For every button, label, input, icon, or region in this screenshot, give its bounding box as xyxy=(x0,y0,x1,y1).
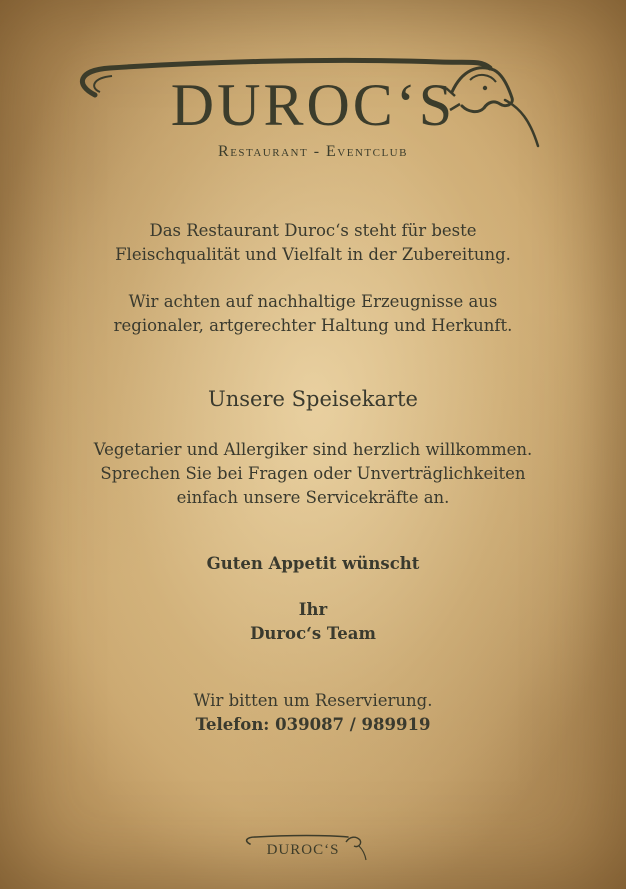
menu-heading-block xyxy=(0,384,626,414)
closing-ihr: Ihr xyxy=(298,600,328,619)
footer-brand-name: DUROC‘S xyxy=(266,842,340,858)
closing-team: Duroc‘s Team xyxy=(250,624,376,643)
notice-line: Sprechen Sie bei Fragen oder Unverträglichkeiten xyxy=(100,464,526,483)
reservation-phone: Telefon: 039087 / 989919 xyxy=(195,715,431,734)
intro-line: Das Restaurant Duroc‘s steht für beste xyxy=(149,221,477,240)
intro-paragraph-2 xyxy=(0,290,626,338)
brand-subtitle: Restaurant - Eventclub xyxy=(218,143,408,160)
logo xyxy=(0,0,626,170)
brand-name: DUROC‘S xyxy=(170,72,456,138)
closing-signature xyxy=(0,598,626,646)
reservation-block xyxy=(0,689,626,737)
closing-greeting: Guten Appetit wünscht xyxy=(206,554,420,573)
intro-line: Fleischqualität und Vielfalt in der Zubereitung. xyxy=(115,245,511,264)
reservation-text: Wir bitten um Reservierung. xyxy=(193,691,433,710)
footer-logo xyxy=(238,832,368,872)
notice-paragraph xyxy=(0,438,626,510)
menu-heading: Unsere Speisekarte xyxy=(208,387,418,411)
intro-paragraph-1 xyxy=(0,219,626,267)
intro-line: regionaler, artgerechter Haltung und Herkunft. xyxy=(113,316,513,335)
closing-greeting-block xyxy=(0,552,626,576)
notice-line: Vegetarier und Allergiker sind herzlich willkommen. xyxy=(93,440,533,459)
notice-line: einfach unsere Servicekräfte an. xyxy=(176,488,450,507)
intro-line: Wir achten auf nachhaltige Erzeugnisse aus xyxy=(128,292,498,311)
